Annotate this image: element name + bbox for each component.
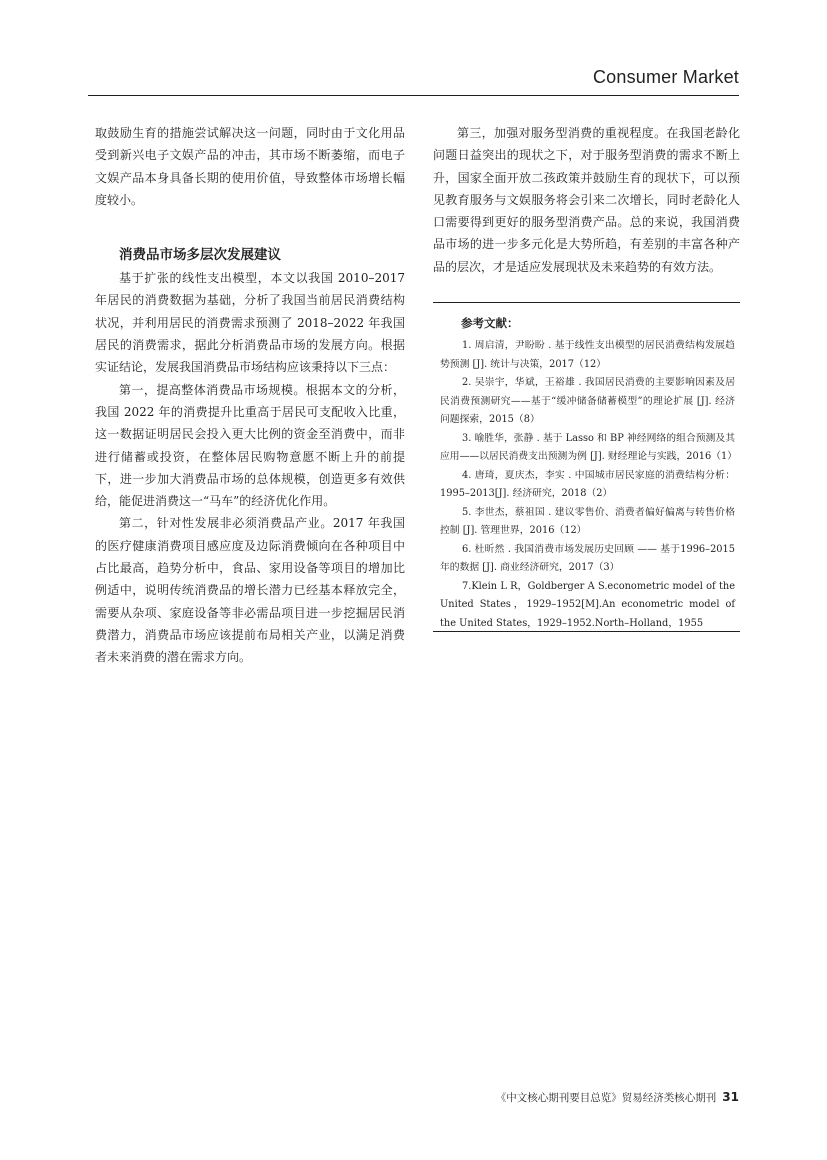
body-paragraph: 基于扩张的线性支出模型，本文以我国 2010–2017 年居民的消费数据为基础，分析了我国当前居民消费结构状况，并利用居民的消费需求预测了 2018–2022 年我国居民的消费需求，据此分析消费品市场的发展方向。根据实证结论，发展我国消费品市场结构应该秉持以下三点：	[95, 271, 405, 375]
reference-item: 7.Klein L R，Goldberger A S.econometric model of the United States，1929–1952[M].An econometric model of the United States，1929–1952.North–Holland，1955	[440, 580, 735, 629]
header-rule	[88, 95, 739, 96]
page-number: 31	[722, 1090, 739, 1104]
references-heading: 参考文献：	[461, 316, 519, 330]
left-column	[95, 122, 405, 669]
right-column	[433, 122, 740, 278]
page-footer	[496, 1090, 739, 1105]
running-header-title: Consumer Market	[592, 67, 739, 87]
section-heading: 消费品市场多层次发展建议	[119, 247, 281, 264]
references-box	[433, 302, 740, 632]
body-paragraph-intro: 取鼓励生育的措施尝试解决这一问题，同时由于文化用品受到新兴电子文娱产品的冲击，其市场不断萎缩，而电子文娱产品本身具备长期的使用价值，导致整体市场增长幅度较小。	[95, 126, 405, 207]
reference-item: 1. 周启清，尹盼盼 . 基于线性支出模型的居民消费结构发展趋势预测 [J]. 统计与决策，2017（12）	[440, 340, 735, 370]
body-paragraph: 第一，提高整体消费品市场规模。根据本文的分析，我国 2022 年的消费提升比重高于居民可支配收入比重，这一数据证明居民会投入更大比例的资金至消费中，而非进行储蓄或投资，在整体居民购物意愿不断上升的前提下，进一步加大消费品市场的总体规模，创造更多有效供给，能促进消费这一“马车”的经济优化作用。	[95, 382, 405, 509]
reference-item: 2. 吴崇宇，华斌，王裕雄 . 我国居民消费的主要影响因素及居民消费预测研究——基于“缓冲储备储蓄模型”的理论扩展 [J]. 经济问题探索，2015（8）	[440, 377, 735, 425]
reference-item: 5. 李世杰，蔡祖国 . 建议零售价、消费者偏好偏离与转售价格控制 [J]. 管理世界，2016（12）	[440, 506, 735, 536]
references-list	[433, 337, 740, 633]
reference-item: 4. 唐琦，夏庆杰，李实 . 中国城市居民家庭的消费结构分析：1995–2013[J]. 经济研究，2018（2）	[440, 469, 735, 499]
reference-item: 3. 喻胜华，张静 . 基于 Lasso 和 BP 神经网络的组合预测及其应用——以居民消费支出预测为例 [J]. 财经理论与实践，2016（1）	[440, 432, 738, 462]
reference-item: 6. 杜昕然 . 我国消费市场发展历史回顾 —— 基于1996–2015 年的数据 [J]. 商业经济研究，2017（3）	[440, 543, 735, 573]
body-paragraph: 第三，加强对服务型消费的重视程度。在我国老龄化问题日益突出的现状之下，对于服务型消费的需求不断上升，国家全面开放二孩政策并鼓励生育的现状下，可以预见教育服务与文娱服务将会引来二次增长，同时老龄化人口需要得到更好的服务型消费产品。总的来说，我国消费品市场的进一步多元化是大势所趋，有差别的丰富各种产品的层次，才是适应发展现状及未来趋势的有效方法。	[433, 126, 740, 274]
footer-journal-label: 《中文核心期刊要目总览》贸易经济类核心期刊	[495, 1092, 717, 1104]
body-paragraph: 第二，针对性发展非必须消费品产业。2017 年我国的医疗健康消费项目感应度及边际消费倾向在各种项目中占比最高，趋势分析中，食品、家用设备等项目的增加比例适中，说明传统消费品的增长潜力已经基本释放完全，需要从杂项、家庭设备等非必需品项目进一步挖掘居民消费潜力，消费品市场应该提前布局相关产业，以满足消费者未来消费的潜在需求方向。	[95, 516, 405, 665]
